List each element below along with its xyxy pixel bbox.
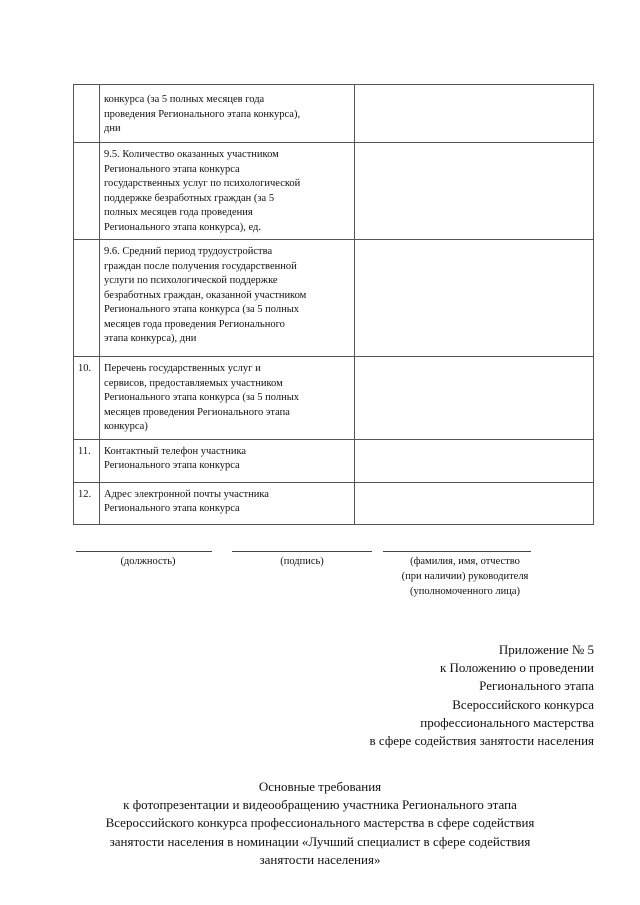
- row-description: 9.6. Средний период трудоустройства граждан после получения государственной услуги по психологической поддержке безработных граждан, оказанной участником Регионального этапа конкурса (за 5 полных месяцев года проведения Регионального этапа конкурса), дни: [104, 246, 307, 344]
- row-value-cell[interactable]: [355, 240, 594, 357]
- row-value: [355, 483, 593, 492]
- row-value: [355, 85, 593, 97]
- row-description: Перечень государственных услуг и сервисов, предоставляемых участником Регионального этапа конкурса (за 5 полных месяцев проведения Регионального этапа конкурса): [104, 363, 300, 432]
- row-value: [355, 440, 593, 449]
- row-value-cell[interactable]: [355, 143, 594, 240]
- position-caption: (должность): [120, 556, 176, 567]
- row-number: [74, 240, 99, 245]
- table-row: [74, 482, 594, 524]
- row-description: Контактный телефон участника Регионального этапа конкурса: [104, 445, 247, 471]
- form-table: [73, 84, 594, 525]
- table-row: [74, 85, 594, 143]
- name-caption: (фамилия, имя, отчество (при наличии) руководителя (уполномоченного лица): [401, 556, 529, 597]
- row-description-cell: [100, 240, 355, 357]
- row-value: [355, 143, 593, 152]
- row-number-cell: [74, 482, 100, 524]
- row-number: [74, 85, 99, 90]
- row-number-cell: [74, 357, 100, 440]
- row-number-cell: [74, 240, 100, 357]
- row-number: 11.: [78, 445, 91, 457]
- row-value: [355, 240, 593, 249]
- signature-caption: (подпись): [280, 556, 324, 567]
- table-row: [74, 439, 594, 482]
- table-row: [74, 357, 594, 440]
- row-value-cell[interactable]: [355, 439, 594, 482]
- position-line: [76, 551, 212, 552]
- row-description-cell: [100, 439, 355, 482]
- row-number-cell: [74, 85, 100, 143]
- section-title: Основные требования к фотопрезентации и видеообращению участника Регионального этапа Всероссийского конкурса профессионального мастерства в сфере содействия занятости населения в номинации «Лучший специалист в сфере содействия занятости населения»: [105, 779, 535, 867]
- row-description: конкурса (за 5 полных месяцев года проведения Регионального этапа конкурса), дни: [104, 94, 301, 134]
- row-number: 10.: [78, 363, 92, 374]
- row-value: [355, 357, 593, 366]
- row-number-cell: [74, 143, 100, 240]
- row-description-cell: [100, 85, 355, 143]
- row-value-cell[interactable]: [355, 482, 594, 524]
- row-value-cell[interactable]: [355, 85, 594, 143]
- row-description-cell: [100, 357, 355, 440]
- row-description: 9.5. Количество оказанных участником Регионального этапа конкурса государственных услуг по психологической поддержке безработных граждан (за 5 полных месяцев года проведения Регионального этапа конкурса), ед.: [104, 149, 301, 233]
- annex-header: Приложение № 5 к Положению о проведении Регионального этапа Всероссийского конкурса профессионального мастерства в сфере содействия занятости населения: [369, 642, 594, 749]
- row-number: 12.: [78, 488, 92, 500]
- row-value-cell[interactable]: [355, 357, 594, 440]
- table-row: [74, 240, 594, 357]
- row-description-cell: [100, 482, 355, 524]
- table-row: [74, 143, 594, 240]
- signature-line: [232, 551, 372, 552]
- row-description-cell: [100, 143, 355, 240]
- row-number-cell: [74, 439, 100, 482]
- signature-block: [0, 540, 640, 610]
- row-number: [74, 143, 99, 148]
- name-line: [383, 551, 531, 552]
- row-description: Адрес электронной почты участника Регионального этапа конкурса: [104, 488, 269, 514]
